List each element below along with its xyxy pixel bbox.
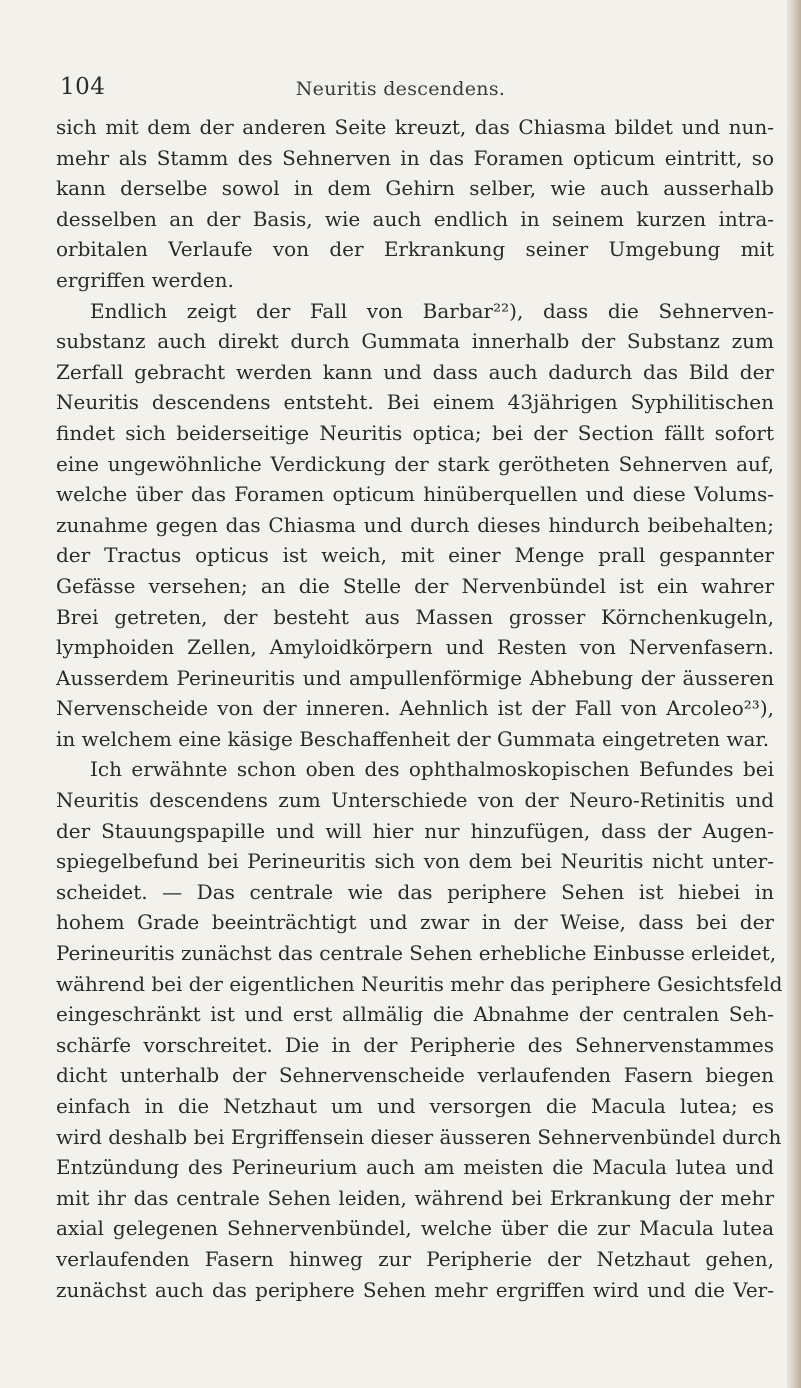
text-line: der Stauungspapille und will hier nur hinzufügen, dass der Augen- [56, 818, 774, 843]
text-line: orbitalen Verlaufe von der Erkrankung seiner Umgebung mit [56, 237, 774, 262]
text-line: Endlich zeigt der Fall von Barbar²²), dass die Sehnerven- [90, 298, 774, 323]
text-line: eingeschränkt ist und erst allmälig die Abnahme der centralen Seh- [56, 1002, 774, 1027]
page-number: 104 [60, 74, 106, 100]
text-line: substanz auch direkt durch Gummata innerhalb der Substanz zum [56, 329, 774, 354]
text-line: verlaufenden Fasern hinweg zur Peripherie der Netzhaut gehen, [56, 1246, 774, 1271]
text-line: schärfe vorschreitet. Die in der Peripherie des Sehnervenstammes [56, 1032, 774, 1057]
page-edge-shadow [787, 0, 801, 1388]
text-line: zunächst auch das periphere Sehen mehr ergriffen wird und die Ver- [56, 1277, 774, 1302]
text-line: sich mit dem der anderen Seite kreuzt, das Chiasma bildet und nun- [56, 115, 774, 139]
text-line: lymphoiden Zellen, Amyloidkörpern und Resten von Nervenfasern. [56, 635, 774, 660]
text-line: ergriffen werden. [56, 267, 234, 292]
text-line: einfach in die Netzhaut um und versorgen die Macula lutea; es [56, 1094, 774, 1118]
text-line: Neuritis descendens entsteht. Bei einem 43jährigen Syphilitischen [56, 390, 774, 415]
text-line: Neuritis descendens zum Unterschiede von der Neuro-Retinitis und [56, 788, 774, 813]
text-line: Perineuritis zunächst das centrale Sehen erhebliche Einbusse erleidet, [56, 941, 777, 966]
running-title: Neuritis descendens. [295, 78, 506, 100]
text-line: dicht unterhalb der Sehnervenscheide verlaufenden Fasern biegen [56, 1063, 774, 1088]
text-line: Nervenscheide von der inneren. Aehnlich ist der Fall von Arcoleo²³), [56, 696, 774, 721]
text-line: desselben an der Basis, wie auch endlich in seinem kurzen intra- [56, 206, 774, 231]
text-line: findet sich beiderseitige Neuritis optica; bei der Section fällt sofort [56, 420, 774, 445]
text-line: Brei getreten, der besteht aus Massen grosser Körnchenkugeln, [56, 604, 774, 629]
text-line: mit ihr das centrale Sehen leiden, während bei Erkrankung der mehr [56, 1185, 774, 1210]
text-line: Ich erwähnte schon oben des ophthalmoskopischen Befundes bei [90, 757, 774, 782]
text-line: welche über das Foramen opticum hinüberquellen und diese Volums- [56, 482, 774, 507]
text-line: der Tractus opticus ist weich, mit einer Menge prall gespannter [56, 543, 774, 568]
text-line: Entzündung des Perineurium auch am meisten die Macula lutea und [56, 1155, 774, 1180]
text-line: zunahme gegen das Chiasma und durch dieses hindurch beibehalten; [56, 512, 774, 537]
text-line: axial gelegenen Sehnervenbündel, welche über die zur Macula lutea [56, 1216, 774, 1241]
text-line: spiegelbefund bei Perineuritis sich von dem bei Neuritis nicht unter- [56, 849, 774, 874]
text-line: kann derselbe sowol in dem Gehirn selber, wie auch ausserhalb [56, 176, 774, 201]
text-line: Gefässe versehen; an die Stelle der Nervenbündel ist ein wahrer [56, 573, 774, 598]
text-line: Zerfall gebracht werden kann und dass auch dadurch das Bild der [56, 359, 774, 384]
body-text [56, 112, 783, 1305]
text-line: während bei der eigentlichen Neuritis mehr das periphere Gesichtsfeld [56, 971, 783, 996]
text-line: in welchem eine käsige Beschaffenheit der Gummata eingetreten war. [56, 726, 770, 751]
text-line: eine ungewöhnliche Verdickung der stark gerötheten Sehnerven auf, [56, 451, 774, 476]
text-line: Ausserdem Perineuritis und ampullenförmige Abhebung der äusseren [56, 665, 774, 690]
text-line: scheidet. — Das centrale wie das periphere Sehen ist hiebei in [56, 879, 774, 904]
text-line: mehr als Stamm des Sehnerven in das Foramen opticum eintritt, so [56, 145, 774, 170]
text-line: hohem Grade beeinträchtigt und zwar in der Weise, dass bei der [56, 910, 774, 935]
text-line: wird deshalb bei Ergriffensein dieser äusseren Sehnervenbündel durch [56, 1124, 782, 1149]
